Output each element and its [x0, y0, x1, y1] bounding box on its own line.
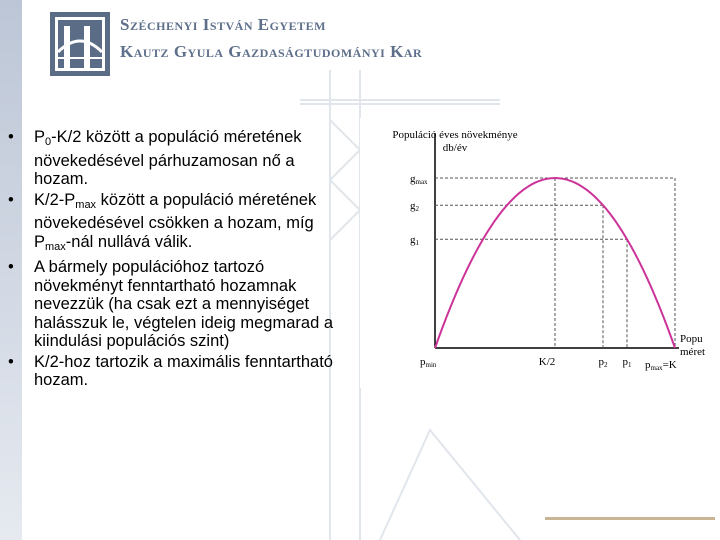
bullet-item: • K/2-hoz tartozik a maximális fenntartható hozam. [8, 352, 333, 389]
x-tick-label: K/2 [538, 356, 556, 368]
x-tick-label-max: pmax=K [645, 359, 677, 372]
x-axis-label-line2: méret [680, 346, 706, 358]
yield-chart [360, 118, 720, 388]
y-tick-label: g2 [410, 200, 419, 214]
y-axis-label-line2: db/év [442, 142, 468, 154]
faculty-name: Kautz Gyula Gazdaságtudományi Kar [120, 42, 423, 61]
university-logo-icon [50, 12, 110, 76]
y-axis-label-line1: Populáció éves növekménye [392, 129, 518, 141]
bullet-item: • A bármely populációhoz tartozó növekményt fenntartható hozamnak nevezzük (ha csak ezt a mennyiséget halásszuk le, végtelen ideig megmarad a kiindulási populációs szint) [8, 258, 334, 350]
university-name: Széchenyi István Egyetem [120, 15, 326, 34]
bullet-list [8, 128, 338, 392]
y-tick-label: gmax [410, 173, 428, 186]
footer-accent-line [545, 517, 715, 520]
x-tick-label: p1 [622, 356, 632, 369]
x-tick-label: p2 [598, 356, 608, 369]
y-tick-label: g1 [410, 234, 419, 248]
bullet-item: • $K/2-P_{max}$ között a populáció méretének növekedésével csökken a hozam, míg $P_{max}$-nál nullává válik. [8, 190, 317, 253]
header [22, 0, 720, 85]
yield-chart-svg [360, 118, 720, 388]
x-axis-label-line1: Popu [680, 333, 703, 345]
bullet-item: • $P_0-K/2$ között a populáció méretének növekedésével párhuzamosan nő a hozam. [8, 128, 302, 188]
x-tick-label-min: pmin [420, 356, 437, 369]
